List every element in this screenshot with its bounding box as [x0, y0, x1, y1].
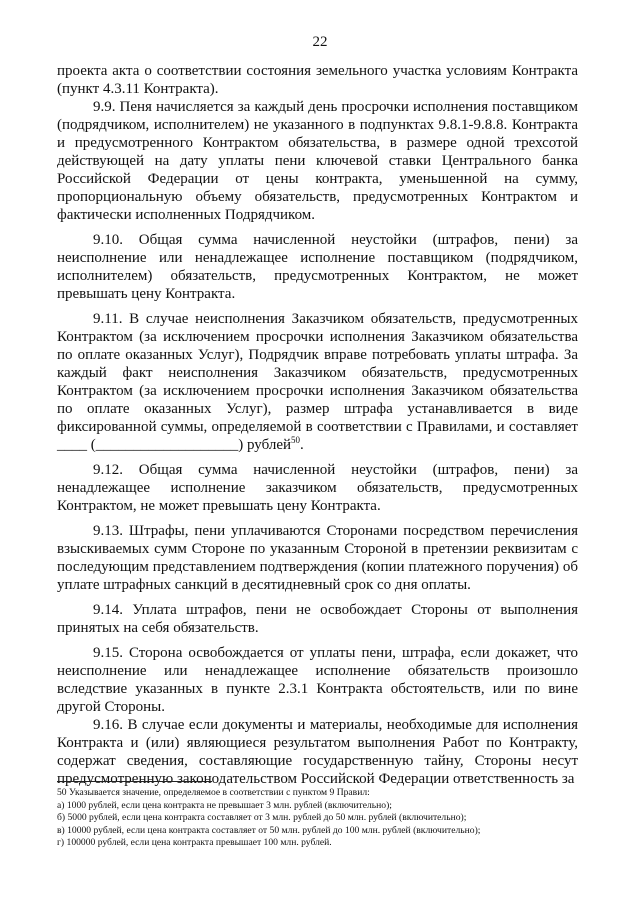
paragraph-9-10: 9.10. Общая сумма начисленной неустойки (штрафов, пени) за неисполнение или ненадлежащее исполнение поставщиком (подрядчиком, исполнителем) обязательств, предусмотренных Контрактом, не может превышать цену Контракта. — [57, 232, 578, 302]
paragraph-9-13: 9.13. Штрафы, пени уплачиваются Сторонами посредством перечисления взыскиваемых сумм Стороне по указанным Стороной в претензии реквизитам с последующим представлением подтверждения (копии платежного поручения) об уплате штрафных санкций в десятидневный срок со дня оплаты. — [57, 523, 578, 593]
paragraph-9-14: 9.14. Уплата штрафов, пени не освобождает Стороны от выполнения принятых на себя обязательств. — [57, 602, 578, 636]
footnote-line: б) 5000 рублей, если цена контракта составляет от 3 млн. рублей до 50 млн. рублей (включительно); — [57, 812, 467, 824]
footnote-line: а) 1000 рублей, если цена контракта не превышает 3 млн. рублей (включительно); — [57, 799, 392, 811]
paragraph-9-11: 9.11. В случае неисполнения Заказчиком обязательств, предусмотренных Контрактом (за исключением просрочки исполнения Заказчиком обязательства по оплате оказанных Услуг), Подрядчик вправе потребовать уплаты штрафа. За каждый факт неисполнения Заказчиком обязательств, предусмотренных Контрактом (за исключением просрочки исполнения Заказчиком обязательства по оплате оказанных Услуг), размер штрафа устанавливается в виде фиксированной суммы, определяемой в соответствии с Правилами, и составляет ____ (___________________) рублей$^{50}$. — [57, 311, 578, 453]
footnotes — [57, 787, 597, 850]
paragraph-9-16: 9.16. В случае если документы и материалы, необходимые для исполнения Контракта и (или) являющиеся результатом выполнения Работ по Контракту, содержат сведения, составляющие государственную тайну, Стороны несут предусмотренную законодательством Российской Федерации ответственность за — [57, 717, 578, 787]
footnote-line: г) 100000 рублей, если цена контракта превышает 100 млн. рублей. — [57, 837, 332, 849]
document-body — [57, 62, 578, 788]
footnote-divider — [57, 781, 212, 782]
paragraph-9-9: 9.9. Пеня начисляется за каждый день просрочки исполнения поставщиком (подрядчиком, исполнителем) не указанного в подпунктах 9.8.1-9.8.8. Контракта и предусмотренного Контрактом обязательства, в размере одной трехсотой действующей на дату уплаты пени ключевой ставки Центрального банка Российской Федерации от цены контракта, уменьшенной на сумму, пропорциональную объему обязательств, предусмотренных Контрактом и фактически исполненных Подрядчиком. — [57, 99, 578, 223]
page-number: 22 — [312, 34, 328, 50]
footnote-line: 50 Указывается значение, определяемое в соответствии с пунктом 9 Правил: — [57, 787, 370, 798]
paragraph-9-15: 9.15. Сторона освобождается от уплаты пени, штрафа, если докажет, что неисполнение или ненадлежащее исполнение обязательств произошло вследствие указанных в пункте 2.3.1 Контракта обстоятельств, или по вине другой Стороны. — [57, 645, 578, 715]
paragraph-9-11-text: 9.11. В случае неисполнения Заказчиком обязательств, предусмотренных Контрактом (за исключением просрочки исполнения Заказчиком обязательства по оплате оказанных Услуг), Подрядчик вправе потребовать уплаты штрафа. За каждый факт неисполнения Заказчиком обязательств, предусмотренных Контрактом (за исключением просрочки исполнения Заказчиком обязательства по оплате оказанных Услуг), размер штрафа устанавливается в виде фиксированной суммы, определяемой в соответствии с Правилами, и составляет ____ (___________________) рублей — [57, 311, 578, 453]
paragraph-continuation: проекта акта о соответствии состояния земельного участка условиям Контракта (пункт 4.3.11 Контракта). — [57, 63, 578, 97]
footnote-reference: 50 — [291, 435, 301, 445]
paragraph-9-12: 9.12. Общая сумма начисленной неустойки (штрафов, пени) за ненадлежащее исполнение заказчиком обязательств, предусмотренных Контрактом, не может превышать цену Контракта. — [57, 462, 578, 514]
footnote-line: в) 10000 рублей, если цена контракта составляет от 50 млн. рублей до 100 млн. рублей (включительно); — [57, 824, 481, 836]
